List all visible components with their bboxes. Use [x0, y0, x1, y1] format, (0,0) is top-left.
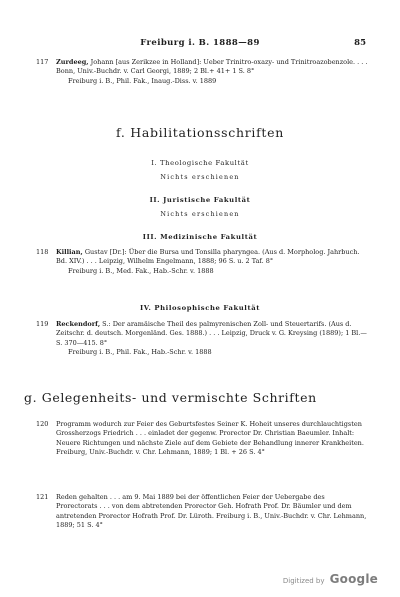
google-logo: Google: [329, 572, 378, 586]
entry-number: 118: [36, 248, 49, 256]
entry-118: [36, 248, 368, 276]
entry-text: S.: Der aramäische Theil des palmyrenischen Zoll- und Steuertarifs. (Aus d. Zeitschr. d. deutsch. Morgenländ. Ges. 1888.) . . . Leipzig, Druck v. G. Kreysing (1889); 1 Bl.— S. 370—415. 8°: [56, 320, 367, 347]
digitized-by-google-watermark: [283, 568, 378, 587]
entry-number: 117: [36, 58, 49, 66]
faculty-heading-law: II. Juristische Fakultät: [149, 196, 251, 204]
page-number: 85: [354, 38, 366, 48]
entry-author: Reckendorf,: [56, 320, 101, 328]
entry-121: [36, 493, 368, 531]
entry-text: Programm wodurch zur Feier des Geburtsfestes Seiner K. Hoheit unseres durchlauchtigsten Grossherzogs Friedrich . . . einladet der gegenw. Prorector Dr. Christian Baeumler. Inhalt: Neuere Richtungen und nächste Ziele auf dem Gebiete der Behandlung innerer Krankheiten. Freiburg, Univ.-Buchdr. v. Chr. Lehmann, 1889; 1 Bl. + 26 S. 4°: [56, 420, 364, 457]
entry-author: Zurdeeg,: [56, 58, 89, 66]
nothing-published-law: Nichts erschienen: [160, 210, 240, 218]
section-heading-f: f. Habilitationsschriften: [115, 125, 284, 140]
running-head: [0, 38, 400, 52]
entry-text: Johann [aus Zerikzee in Holland]: Ueber Trinitro-oxazy- und Trinitroazobenzole. . . . Bonn, Univ.-Buchdr. v. Carl Georgi, 1889; 2 Bl.+ 41+ 1 S. 8°: [56, 58, 368, 76]
entry-117: [36, 58, 368, 86]
entry-text: Reden gehalten . . . am 9. Mai 1889 bei der öffentlichen Feier der Uebergabe des Prorectorats . . . von dem abtretenden Prorector Geh. Hofrath Prof. Dr. Bäumler und dem antretenden Prorector Hofrath Prof. Dr. Lüroth. Freiburg i. B., Univ.-Buchdr. v. Chr. Lehmann, 1889; 51 S. 4°: [56, 493, 367, 530]
nothing-published-theology: Nichts erschienen: [160, 173, 240, 181]
faculty-heading-theology: I. Theologische Fakultät: [151, 159, 249, 167]
entry-location: Freiburg i. B., Phil. Fak., Inaug.-Diss. v. 1889: [68, 76, 217, 85]
section-heading-g: g. Gelegenheits- und vermischte Schriften: [24, 390, 317, 405]
running-head-title: Freiburg i. B. 1888—89: [140, 38, 260, 48]
entry-number: 120: [36, 420, 49, 428]
entry-author: Killian,: [56, 248, 83, 256]
entry-120: [36, 420, 368, 458]
entry-location: Freiburg i. B., Phil. Fak., Hab.-Schr. v. 1888: [68, 348, 212, 357]
entry-text: Gustav [Dr.]: Über die Bursa und Tonsilla pharyngea. (Aus d. Morpholog. Jahrbuch. Bd. XIV.) . . . Leipzig, Wilhelm Engelmann, 1888; 96 S. u. 2 Taf. 8°: [56, 248, 360, 266]
entry-location: Freiburg i. B., Med. Fak., Hab.-Schr. v. 1888: [68, 266, 214, 275]
faculty-heading-medicine: III. Medizinische Fakultät: [142, 233, 258, 241]
watermark-digitized-by: Digitized by: [282, 577, 325, 585]
entry-number: 121: [36, 493, 49, 501]
faculty-heading-philosophy: IV. Philosophische Fakultät: [140, 304, 260, 312]
entry-number: 119: [36, 320, 49, 328]
entry-119: [36, 320, 368, 358]
